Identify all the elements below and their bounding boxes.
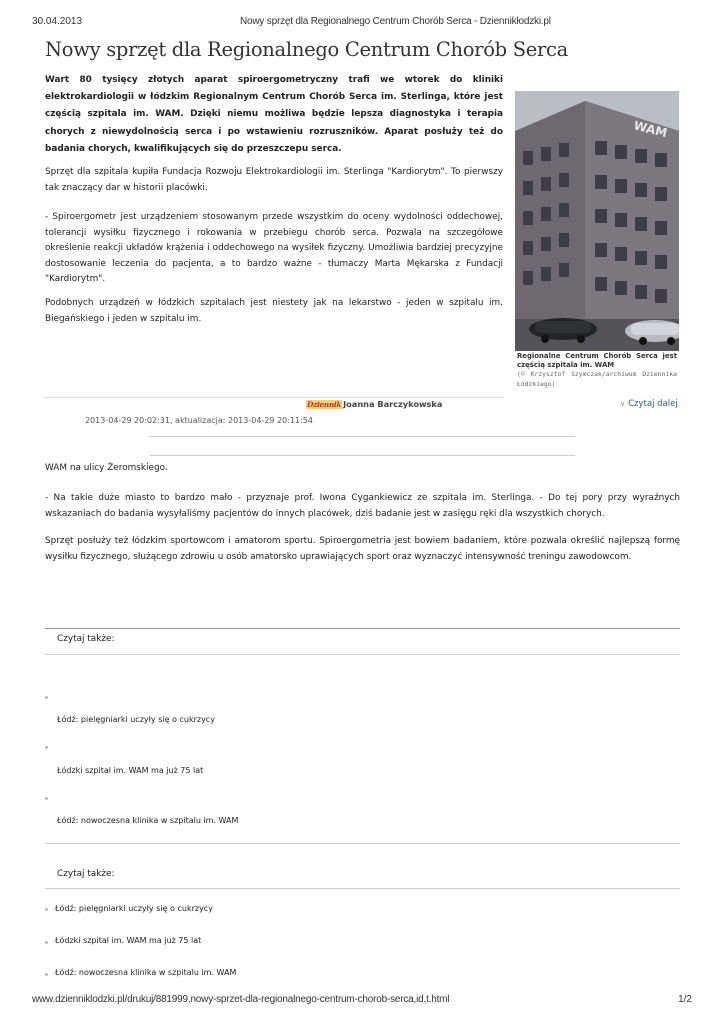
article-lead: Wart 80 tysięcy złotych aparat spiroergometryczny trafi we wtorek do kliniki elektrokardiologii w łódzkim Regionalnym Centrum Chorób Serca im. Sterlinga, które jest częścią szpitala im. WAM. Dzięki niemu możliwa będzie lepsza diagnostyka i terapia chorych z niewydolnością serca i po wstawieniu rozruszników. Aparat posłuży też do badania chorych, kwalifikujących się do przeszczepu serca. bbox=[45, 75, 503, 154]
article-paragraph: - Na takie duże miasto to bardzo mało - przyznaje prof. Iwona Cygankiewicz ze szpitala im. Sterlinga. - Do tej pory przy wyraźnych wskazaniach do badania wysyłaliśmy pacjentów do innych placówek, dziś badanie jest w zasięgu ręki dla wszystkich chorych. bbox=[45, 493, 680, 519]
hospital-building-image bbox=[515, 91, 679, 351]
divider bbox=[45, 654, 680, 655]
divider bbox=[150, 436, 575, 437]
author-name: Joanna Barczykowska bbox=[343, 399, 443, 409]
chevron-down-icon: ∨ bbox=[620, 400, 626, 408]
divider bbox=[45, 397, 503, 398]
article-title: Nowy sprzęt dla Regionalnego Centrum Chorób Serca bbox=[45, 38, 568, 61]
photo-caption bbox=[517, 352, 677, 389]
article-timestamps: 2013-04-29 20:02:31, aktualizacja: 2013-04-29 20:11:54 bbox=[85, 416, 313, 425]
print-page-title: Nowy sprzęt dla Regionalnego Centrum Chorób Serca - Dziennikłodzki.pl bbox=[240, 16, 551, 27]
related-link[interactable]: Łódzki szpital im. WAM ma już 75 lat bbox=[55, 936, 202, 945]
related-link[interactable]: Łódź: nowoczesna klinika w szpitalu im. WAM bbox=[55, 968, 237, 977]
bullet-icon bbox=[45, 908, 48, 911]
bullet-icon bbox=[45, 746, 48, 749]
page-number: 1/2 bbox=[678, 994, 692, 1005]
divider bbox=[45, 628, 680, 629]
article-paragraph: Sprzęt dla szpitala kupiła Fundacja Rozwoju Elektrokardiologii im. Sterlinga "Kardiorytm". To pierwszy tak znaczący dar w historii placówki. bbox=[45, 167, 503, 193]
author-row bbox=[306, 399, 442, 411]
related-heading: Czytaj także: bbox=[57, 634, 115, 644]
article-paragraph: - Spiroergometr jest urządzeniem stosowanym przede wszystkim do oceny wydolności oddechowej, tolerancji wysiłku fizycznego i rokowania w przebiegu chorób serca. Pozwala na szczegółowe określenie reakcji układów krążenia i oddechowego na wysiłek fizyczny. Umożliwia bardziej precyzyjne dostosowanie leczenia do pacjenta, a to bardzo ważne - tłumaczy Marta Mękarska z Fundacji "Kardiorytm". bbox=[45, 212, 503, 285]
related-link[interactable]: Łódź: nowoczesna klinika w szpitalu im. WAM bbox=[57, 816, 239, 825]
article-paragraph: Sprzęt posłuży też łódzkim sportowcom i amatorom sportu. Spiroergometria jest bowiem badaniem, które pozwala określić najlepszą formę wysiłku fizycznego, służącego zdrowiu u osób amatorsko uprawiających sport oraz wyznaczyć intensywność treningu zawodowcom. bbox=[45, 536, 680, 562]
bullet-icon bbox=[45, 941, 48, 944]
print-footer bbox=[32, 994, 692, 1008]
article-paragraph: Podobnych urządzeń w łódzkich szpitalach jest niestety jak na lekarstwo - jeden w szpitalu im. Biegańskiego i jeden w szpitalu im. bbox=[45, 298, 503, 324]
divider bbox=[45, 843, 680, 844]
building-sign-text: WAM bbox=[632, 118, 669, 141]
bullet-icon bbox=[45, 973, 48, 976]
bullet-icon bbox=[45, 696, 48, 699]
read-more-label: Czytaj dalej bbox=[628, 399, 678, 409]
print-header bbox=[32, 16, 692, 30]
photo-credit: (© Krzysztof Szymczak/archiwum Dziennika Łódzkiego) bbox=[517, 370, 677, 388]
related-heading-2: Czytaj także: bbox=[57, 869, 115, 879]
print-date: 30.04.2013 bbox=[32, 16, 83, 27]
related-link[interactable]: Łódzki szpital im. WAM ma już 75 lat bbox=[57, 766, 204, 775]
related-link[interactable]: Łódź: pielęgniarki uczyły się o cukrzycy bbox=[57, 715, 215, 724]
related-link[interactable]: Łódź: pielęgniarki uczyły się o cukrzycy bbox=[55, 904, 213, 913]
article-paragraph: WAM na ulicy Żeromskiego. bbox=[45, 463, 168, 473]
print-url: www.dzienniklodzki.pl/drukuj/881999,nowy-sprzet-dla-regionalnego-centrum-chorob-serca,id,t.html bbox=[32, 994, 450, 1005]
article-photo[interactable] bbox=[515, 91, 679, 351]
divider bbox=[150, 455, 575, 456]
divider bbox=[45, 888, 680, 889]
photo-caption-text: Regionalne Centrum Chorób Serca jest częścią szpitala im. WAM bbox=[517, 352, 677, 370]
read-more-link[interactable] bbox=[620, 399, 678, 409]
dziennik-logo: Dziennik bbox=[307, 400, 342, 409]
bullet-icon bbox=[45, 797, 48, 800]
